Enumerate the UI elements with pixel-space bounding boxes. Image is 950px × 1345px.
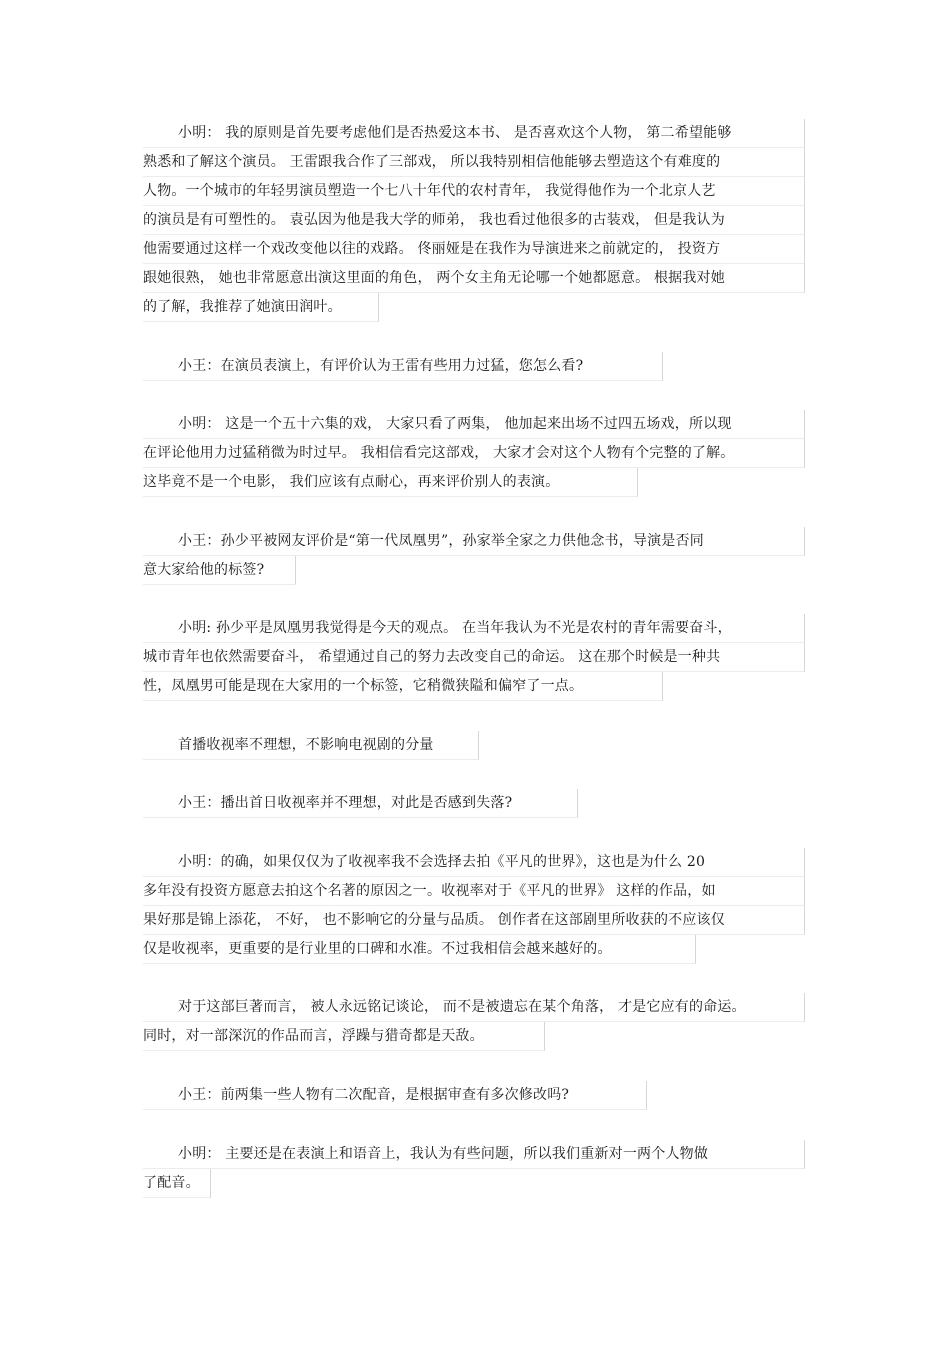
paragraph-question-ratings (143, 789, 805, 818)
text-line: 的演员是有可塑性的。 袁弘因为他是我大学的师弟， 我也看过他很多的古装戏， 但是我认为 (143, 206, 805, 235)
paragraph-question-acting (143, 352, 805, 381)
text-line: 仅是收视率，更重要的是行业里的口碑和水准。不过我相信会越来越好的。 (143, 935, 696, 964)
paragraph-answer-acting (143, 410, 805, 497)
paragraph-answer-dubbing (143, 1140, 805, 1198)
text-line: 跟她很熟， 她也非常愿意出演这里面的角色， 两个女主角无论哪一个她都愿意。 根据我对她 (143, 264, 805, 293)
text-line: 的了解，我推荐了她演田润叶。 (143, 293, 379, 322)
text-line: 性，凤凰男可能是现在大家用的一个标签，它稍微狭隘和偏窄了一点。 (143, 672, 663, 701)
text-line: 小王：播出首日收视率并不理想，对此是否感到失落? (143, 789, 578, 818)
text-line: 小王：孙少平被网友评价是“第一代凤凰男”，孙家举全家之力供他念书，导演是否同 (143, 527, 805, 556)
text-line: 这毕竟不是一个电影， 我们应该有点耐心，再来评价别人的表演。 (143, 468, 638, 497)
text-line: 了配音。 (143, 1169, 211, 1198)
paragraph-question-label (143, 527, 805, 585)
text-line: 熟悉和了解这个演员。 王雷跟我合作了三部戏， 所以我特别相信他能够去塑造这个有难度的 (143, 148, 805, 177)
text-line: 意大家给他的标签? (143, 556, 296, 585)
section-subheading (143, 731, 805, 760)
text-line: 首播收视率不理想，不影响电视剧的分量 (143, 731, 479, 760)
text-line: 人物。一个城市的年轻男演员塑造一个七八十年代的农村青年， 我觉得他作为一个北京人艺 (143, 177, 805, 206)
text-line: 小明: 孙少平是凤凰男我觉得是今天的观点。 在当年我认为不光是农村的青年需要奋斗， (143, 614, 805, 643)
text-line: 城市青年也依然需要奋斗， 希望通过自己的努力去改变自己的命运。 这在那个时候是一种共 (143, 643, 805, 672)
text-line: 小明： 我的原则是首先要考虑他们是否热爱这本书、 是否喜欢这个人物， 第二希望能够 (143, 119, 805, 148)
paragraph-answer-ratings (143, 848, 805, 964)
text-line: 果好那是锦上添花， 不好， 也不影响它的分量与品质。 创作者在这部剧里所收获的不应该仅 (143, 906, 805, 935)
paragraph-answer-label (143, 614, 805, 701)
text-line: 同时，对一部深沉的作品而言，浮躁与猎奇都是天敌。 (143, 1022, 545, 1051)
text-line: 小王：前两集一些人物有二次配音，是根据审查有多次修改吗? (143, 1081, 647, 1110)
text-line: 他需要通过这样一个戏改变他以往的戏路。 佟丽娅是在我作为导演进来之前就定的， 投资方 (143, 235, 805, 264)
text-line: 小明：的确，如果仅仅为了收视率我不会选择去拍《平凡的世界》，这也是为什么 20 (143, 848, 805, 877)
paragraph-casting-principle (143, 119, 805, 322)
paragraph-question-dubbing (143, 1081, 805, 1110)
text-line: 小明： 主要还是在表演上和语音上，我认为有些问题，所以我们重新对一两个人物做 (143, 1140, 805, 1169)
paragraph-fate-of-work (143, 993, 805, 1051)
text-line: 对于这部巨著而言， 被人永远铭记谈论， 而不是被遗忘在某个角落， 才是它应有的命运。 (143, 993, 805, 1022)
text-line: 多年没有投资方愿意去拍这个名著的原因之一。收视率对于《平凡的世界》 这样的作品，如 (143, 877, 805, 906)
text-line: 小明： 这是一个五十六集的戏， 大家只看了两集， 他加起来出场不过四五场戏，所以现 (143, 410, 805, 439)
text-line: 小王：在演员表演上，有评价认为王雷有些用力过猛，您怎么看? (143, 352, 663, 381)
text-line: 在评论他用力过猛稍微为时过早。 我相信看完这部戏， 大家才会对这个人物有个完整的了解。 (143, 439, 805, 468)
